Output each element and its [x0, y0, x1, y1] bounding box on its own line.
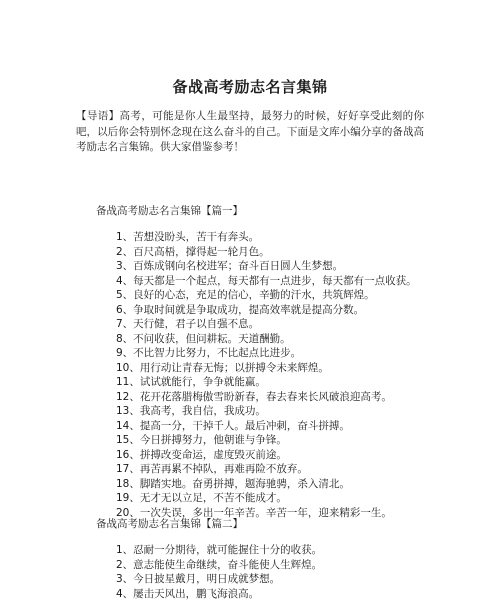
list-item: 1、忍耐一分期待，就可能握住十分的收获。	[116, 543, 322, 558]
section-heading-1: 备战高考励志名言集锦【篇一】	[96, 204, 243, 218]
list-item: 3、百炼成钢向名校进军；奋斗百日圆人生梦想。	[116, 259, 417, 274]
quote-list-2	[116, 543, 322, 601]
list-item: 11、试试就能行，争争就能赢。	[116, 375, 417, 390]
quote-list-1	[116, 230, 417, 520]
list-item: 20、一次失误，多出一年辛苦。辛苦一年，迎来精彩一生。	[116, 506, 417, 521]
list-item: 1、苦想没盼头，苦干有奔头。	[116, 230, 417, 245]
list-item: 3、今日披星戴月，明日成就梦想。	[116, 572, 322, 587]
list-item: 2、意志能使生命继续，奋斗能使人生辉煌。	[116, 558, 322, 573]
list-item: 9、不比智力比努力，不比起点比进步。	[116, 346, 417, 361]
list-item: 7、天行健，君子以自强不息。	[116, 317, 417, 332]
list-item: 6、争取时间就是争取成功，提高效率就是提高分数。	[116, 303, 417, 318]
list-item: 4、每天都是一个起点，每天都有一点进步，每天都有一点收获。	[116, 274, 417, 289]
list-item: 19、无才无以立足，不苦不能成才。	[116, 491, 417, 506]
list-item: 5、良好的心态，充足的信心，辛勤的汗水，共筑辉煌。	[116, 288, 417, 303]
list-item: 10、用行动让青春无悔；以拼搏令未来辉煌。	[116, 361, 417, 376]
list-item: 2、百尺高梧，撑得起一轮月色。	[116, 245, 417, 260]
list-item: 17、再苦再累不掉队，再难再险不放弃。	[116, 462, 417, 477]
list-item: 14、提高一分，干掉千人。最后冲刺，奋斗拼搏。	[116, 419, 417, 434]
section-heading-2: 备战高考励志名言集锦【篇二】	[96, 517, 243, 531]
list-item: 15、今日拼搏努力，他朝谁与争锋。	[116, 433, 417, 448]
list-item: 8、不问收获，但问耕耘。天道酬勤。	[116, 332, 417, 347]
intro-paragraph: 【导语】高考，可能是你人生最坚持，最努力的时候，好好享受此刻的你吧，以后你会特别怀念现在这么奋斗的自己。下面是文库小编分享的备战高考励志名言集锦。供大家借鉴参考！	[76, 109, 424, 156]
list-item: 18、脚踏实地。奋勇拼搏，题海驰骋，杀入清北。	[116, 477, 417, 492]
list-item: 4、屡击天风出，鹏飞海浪高。	[116, 587, 322, 601]
document-title: 备战高考励志名言集锦	[0, 76, 500, 97]
list-item: 16、拼搏改变命运，虚度毁灭前途。	[116, 448, 417, 463]
list-item: 12、花开花落腊梅傲雪盼新春，春去春来长风破浪迎高考。	[116, 390, 417, 405]
list-item: 13、我高考，我自信，我成功。	[116, 404, 417, 419]
